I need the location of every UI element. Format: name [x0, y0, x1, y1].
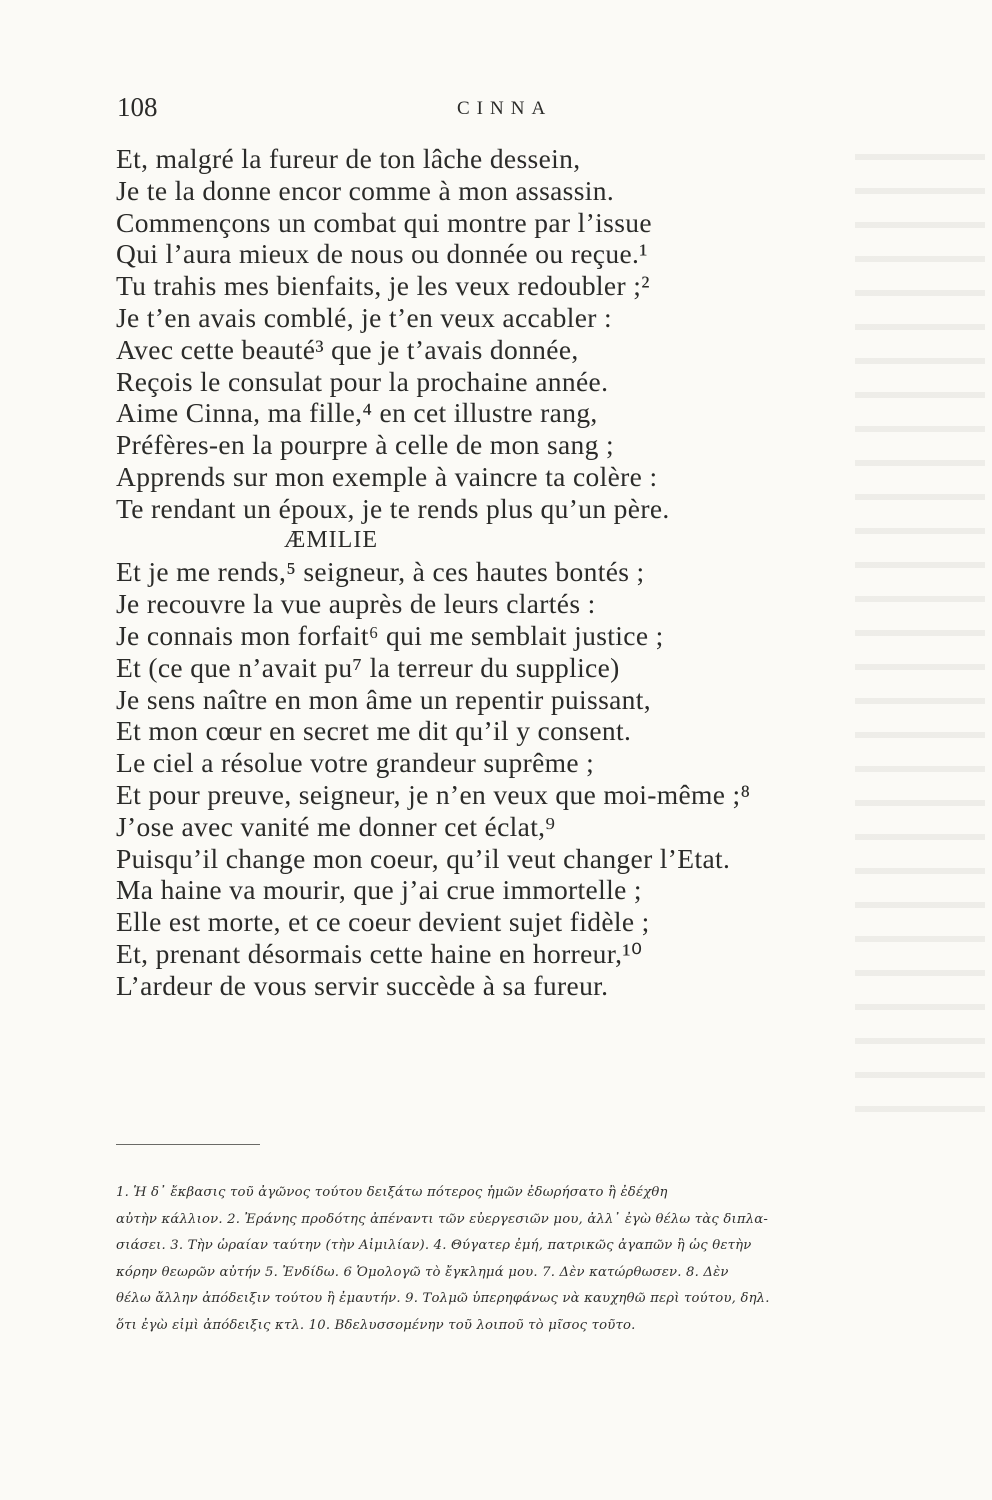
verse-line: Apprends sur mon exemple à vaincre ta colère : [116, 460, 658, 492]
verse-line: Te rendant un époux, je te rends plus qu’un père. [116, 492, 670, 524]
page-header [117, 92, 877, 132]
verse-line: Et pour preuve, seigneur, je n’en veux que moi-même ;⁸ [116, 778, 751, 810]
verse-line: Je t’en avais comblé, je t’en veux accabler : [116, 301, 613, 333]
verse-line: Et, prenant désormais cette haine en horreur,¹⁰ [116, 937, 643, 969]
verse-line: Je sens naître en mon âme un repentir puissant, [116, 683, 651, 715]
verse-line: Qui l’aura mieux de nous ou donnée ou reçue.¹ [116, 238, 648, 270]
verse-line: Je recouvre la vue auprès de leurs clartés : [116, 588, 596, 620]
verse-line: Je connais mon forfait⁶ qui me semblait justice ; [116, 619, 664, 651]
verse-line: Aime Cinna, ma fille,⁴ en cet illustre rang, [116, 397, 598, 429]
verse-line: Reçois le consulat pour la prochaine année. [116, 365, 609, 397]
footnote-line: αὐτὴν κάλλιον. 2. Ἐράνης προδότης ἀπέναντι τῶν εὐεργεσιῶν μου, ἀλλ᾽ ἐγὼ θέλω τὰς διπλα- [116, 1211, 769, 1227]
footnote-line: σιάσει. 3. Τὴν ὡραίαν ταύτην (τὴν Αἰμιλίαν). 4. Θύγατερ ἐμή, πατρικῶς ἀγαπῶν ἢ ὡς θετὴν [116, 1238, 752, 1254]
running-head: CINNA [457, 98, 553, 119]
footnote-line: κόρην θεωρῶν αὐτήν 5. Ἐνδίδω. 6 Ὁμολογῶ τὸ ἔγκλημά μου. 7. Δὲν κατώρθωσεν. 8. Δὲν [116, 1264, 729, 1280]
verse-line: J’ose avec vanité me donner cet éclat,⁹ [116, 810, 556, 842]
verse-line: Tu trahis mes bienfaits, je les veux redoubler ;² [116, 270, 650, 302]
verse-line: Et, malgré la fureur de ton lâche dessein, [116, 143, 581, 174]
verse-line: Et je me rends,⁵ seigneur, à ces hautes bontés ; [116, 556, 645, 588]
verse-line: L’ardeur de vous servir succède à sa fureur. [116, 969, 609, 1001]
verse-line: Préfères-en la pourpre à celle de mon sang ; [116, 429, 614, 461]
verse-line: Le ciel a résolue votre grandeur suprême ; [116, 747, 595, 779]
verse-line: Commençons un combat qui montre par l’issue [116, 206, 652, 238]
footnote-line: θέλω ἄλλην ἀπόδειξιν τούτου ἢ ἐμαυτήν. 9. Τολμῶ ὑπερηφάνως νὰ καυχηθῶ περὶ τούτου, δηλ. [116, 1291, 770, 1307]
verse-line: Et mon cœur en secret me dit qu’il y consent. [116, 715, 632, 747]
footnote-rule [116, 1144, 260, 1145]
verse-line: Avec cette beauté³ que je t’avais donnée, [116, 333, 579, 365]
verse-line: Puisqu’il change mon coeur, qu’il veut changer l’Etat. [116, 842, 731, 874]
footnote-line: 1. Ἡ δ᾽ ἔκβασις τοῦ ἀγῶνος τούτου δειξάτω πότερος ἡμῶν ἐδωρήσατο ἢ ἐδέχθη [116, 1185, 668, 1200]
footnotes-block [116, 1180, 876, 1340]
verse-line: Elle est morte, et ce coeur devient sujet fidèle ; [116, 906, 650, 938]
verse-block [116, 143, 876, 1002]
verse-line: Et (ce que n’avait pu⁷ la terreur du supplice) [116, 651, 620, 683]
verse-line: Ma haine va mourir, que j’ai crue immortelle ; [116, 874, 642, 906]
footnote-line: ὅτι ἐγὼ εἰμὶ ἀπόδειξις κτλ. 10. Βδελυσσομένην τοῦ λοιποῦ τὸ μῖσος τοῦτο. [116, 1317, 636, 1333]
verse-line: Je te la donne encor comme à mon assassin. [116, 174, 615, 206]
page-number: 108 [117, 92, 158, 122]
speaker-name: ÆMILIE [284, 526, 378, 553]
